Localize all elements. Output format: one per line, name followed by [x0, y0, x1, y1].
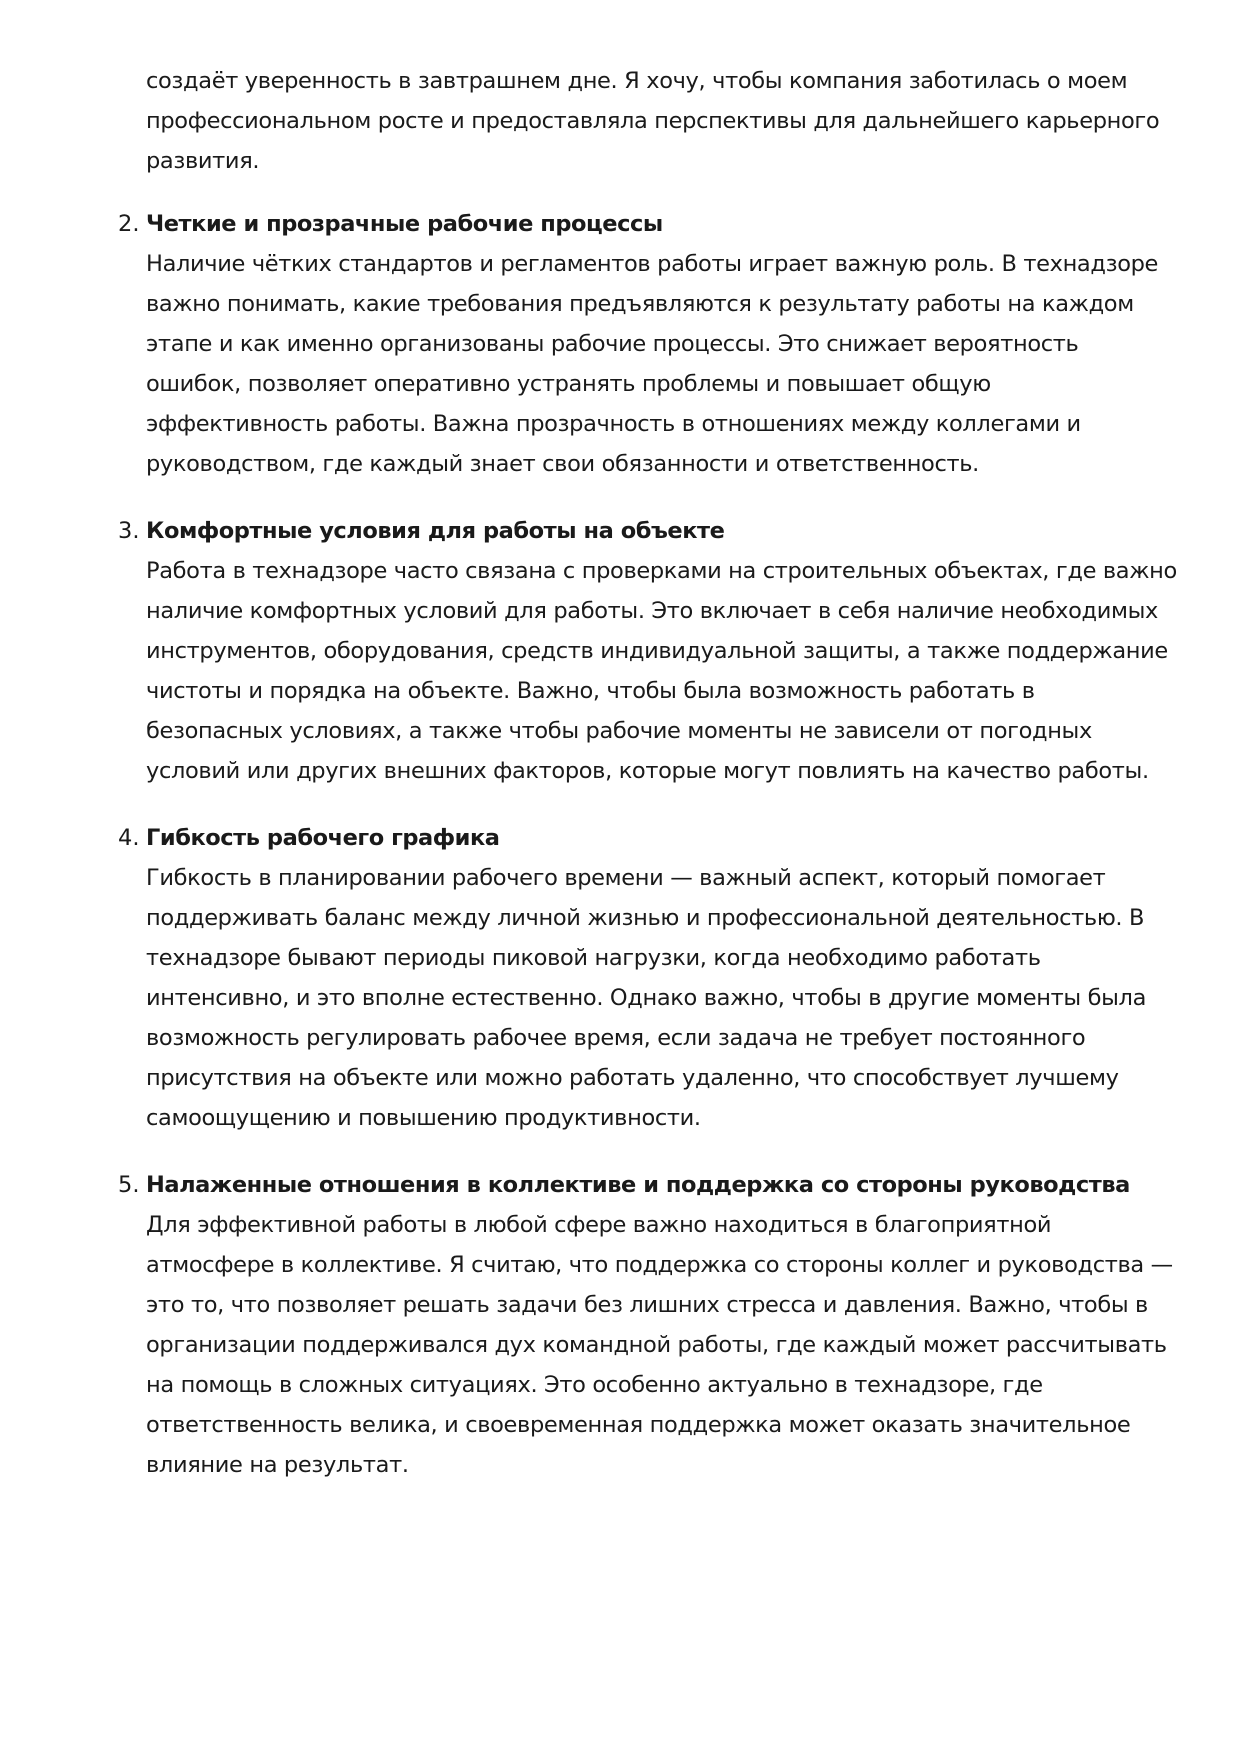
text-line: самоощущению и повышению продуктивности.: [146, 1105, 701, 1131]
text-line: Гибкость в планировании рабочего времени — важный аспект, который помогает: [146, 865, 1106, 891]
list-item-number: 4.: [118, 825, 140, 851]
list-item: [0, 818, 1156, 1138]
text-line: Для эффективной работы в любой сфере важно находиться в благоприятной: [146, 1212, 1052, 1238]
list-item-body: [146, 858, 1156, 1138]
text-line: создаёт уверенность в завтрашнем дне. Я хочу, чтобы компания заботилась о моем: [146, 68, 1128, 94]
list-item-title: Налаженные отношения в коллективе и поддержка со стороны руководства: [146, 1172, 1130, 1198]
text-line: руководством, где каждый знает свои обязанности и ответственность.: [146, 451, 979, 477]
text-line: интенсивно, и это вполне естественно. Однако важно, чтобы в другие моменты была: [146, 985, 1147, 1011]
list-item-title: Комфортные условия для работы на объекте: [146, 518, 725, 544]
text-line: это то, что позволяет решать задачи без лишних стресса и давления. Важно, чтобы в: [146, 1292, 1148, 1318]
text-line: безопасных условиях, а также чтобы рабочие моменты не зависели от погодных: [146, 718, 1092, 744]
list-item-body: [146, 551, 1177, 791]
numbered-list: [0, 204, 1239, 1512]
text-line: чистоты и порядка на объекте. Важно, чтобы была возможность работать в: [146, 678, 1035, 704]
text-line: развития.: [146, 148, 260, 174]
text-line: присутствия на объекте или можно работать удаленно, что способствует лучшему: [146, 1065, 1119, 1091]
text-line: эффективность работы. Важна прозрачность в отношениях между коллегами и: [146, 411, 1081, 437]
text-line: технадзоре бывают периоды пиковой нагрузки, когда необходимо работать: [146, 945, 1041, 971]
text-line: влияние на результат.: [146, 1452, 409, 1478]
list-item-title: Гибкость рабочего графика: [146, 825, 500, 851]
text-line: на помощь в сложных ситуациях. Это особенно актуально в технадзоре, где: [146, 1372, 1043, 1398]
text-line: организации поддерживался дух командной работы, где каждый может рассчитывать: [146, 1332, 1167, 1358]
list-item-title: Четкие и прозрачные рабочие процессы: [146, 211, 663, 237]
text-line: возможность регулировать рабочее время, если задача не требует постоянного: [146, 1025, 1086, 1051]
text-line: инструментов, оборудования, средств индивидуальной защиты, а также поддержание: [146, 638, 1168, 664]
list-item-body: [146, 1205, 1173, 1485]
text-line: поддерживать баланс между личной жизнью и профессиональной деятельностью. В: [146, 905, 1145, 931]
text-line: ответственность велика, и своевременная поддержка может оказать значительное: [146, 1412, 1131, 1438]
list-item-number: 3.: [118, 518, 140, 544]
continuation-paragraph: [146, 61, 1160, 181]
list-item-body: [146, 244, 1159, 484]
list-item: [0, 511, 1177, 791]
text-line: этапе и как именно организованы рабочие процессы. Это снижает вероятность: [146, 331, 1079, 357]
text-line: Работа в технадзоре часто связана с проверками на строительных объектах, где важно: [146, 558, 1177, 584]
list-item: [0, 204, 1159, 484]
list-item-number: 2.: [118, 211, 140, 237]
text-line: Наличие чётких стандартов и регламентов работы играет важную роль. В технадзоре: [146, 251, 1159, 277]
text-line: профессиональном росте и предоставляла перспективы для дальнейшего карьерного: [146, 108, 1160, 134]
list-item-number: 5.: [118, 1172, 140, 1198]
text-line: условий или других внешних факторов, которые могут повлиять на качество работы.: [146, 758, 1149, 784]
text-line: наличие комфортных условий для работы. Это включает в себя наличие необходимых: [146, 598, 1158, 624]
text-line: ошибок, позволяет оперативно устранять проблемы и повышает общую: [146, 371, 991, 397]
text-line: атмосфере в коллективе. Я считаю, что поддержка со стороны коллег и руководства —: [146, 1252, 1173, 1278]
text-line: важно понимать, какие требования предъявляются к результату работы на каждом: [146, 291, 1134, 317]
list-item: [0, 1165, 1173, 1485]
